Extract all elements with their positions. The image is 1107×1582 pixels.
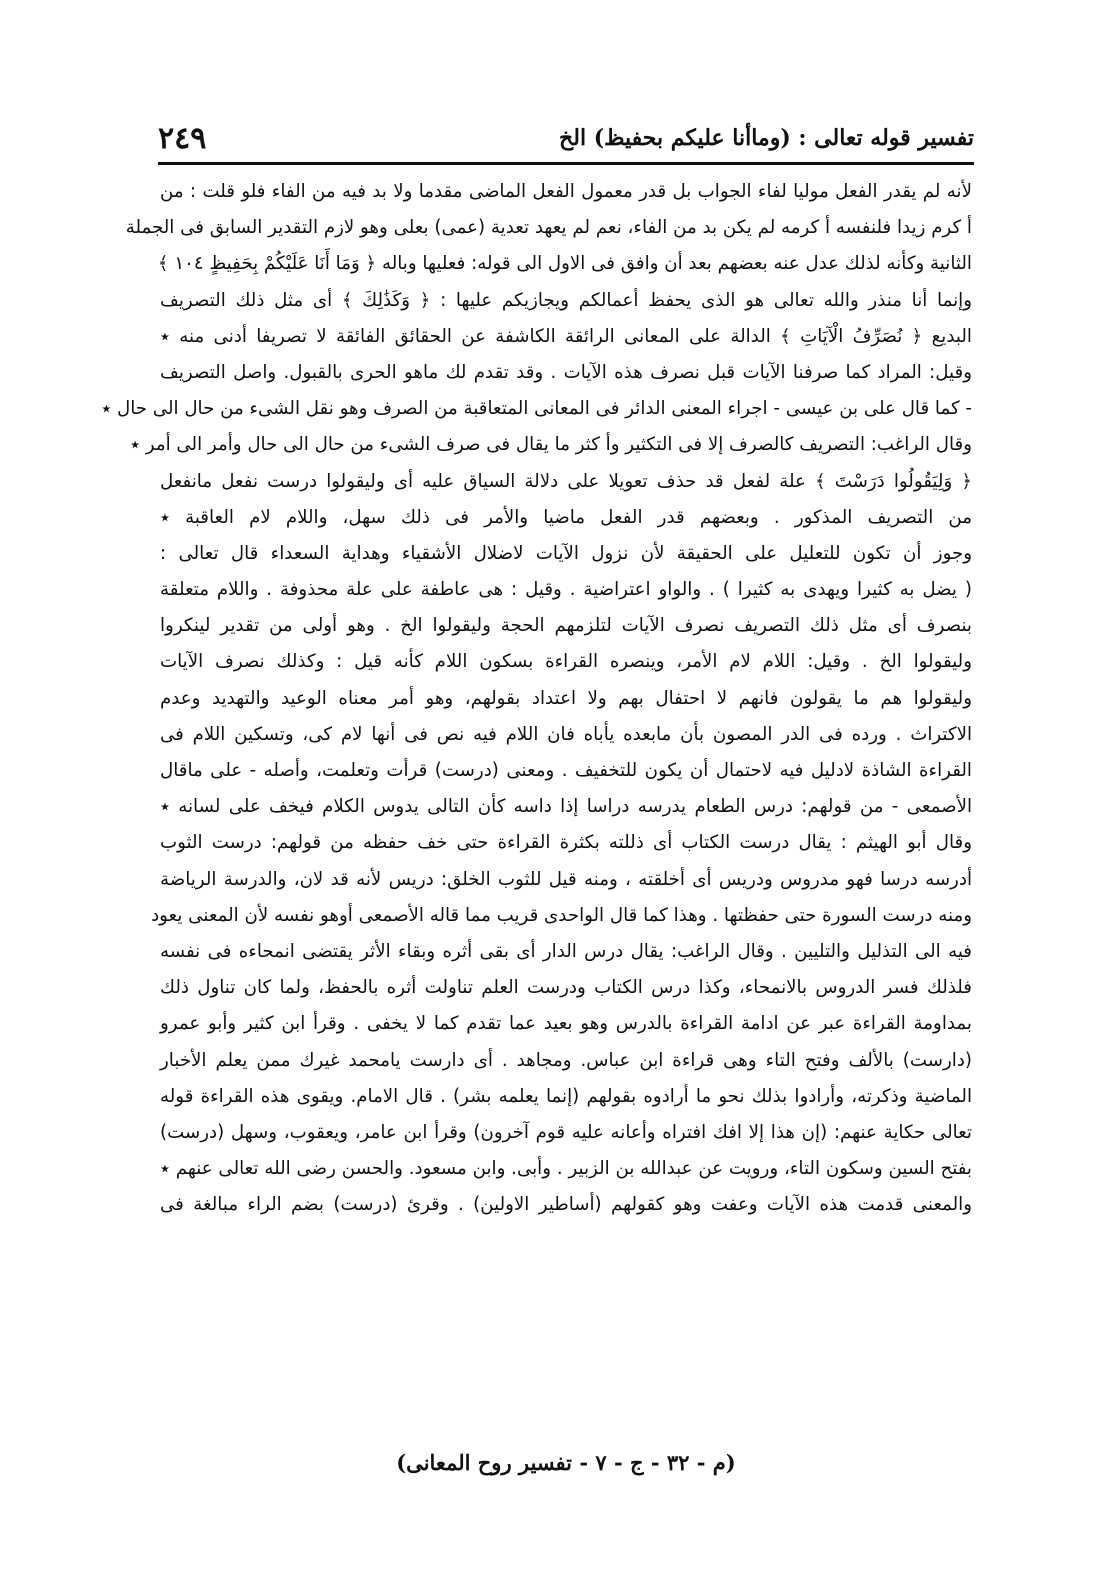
text-line: ومنه درست السورة حتى حفظتها . وهذا كما قال الواحدى قريب مما قاله الأصمعى أوهو نفسه لأن المعنى يعود xyxy=(151,904,972,926)
text-line: الأصمعى - من قولهم: درس الطعام يدرسه دراسا إذا داسه كأن التالى يدوس الكلام فيخف على لسانه ٭ xyxy=(160,796,972,818)
text-line: ( يضل به كثيرا ويهدى به كثيرا ) . والواو اعتراضية . وقيل : هى عاطفة على علة محذوفة . واللام متعلقة xyxy=(160,579,972,601)
text-line: - كما قال على بن عيسى - اجراء المعنى الدائر فى المعانى المتعاقبة من الصرف وهو نقل الشىء من حال الى حال ٭ xyxy=(101,398,972,420)
text-line: بنصرف أى مثل ذلك التصريف نصرف الآيات لتلزمهم الحجة وليقولوا الخ . وهو أولى من تقدير لينكروا xyxy=(160,615,972,637)
text-line: ﴿ وَلِيَقُولُوا دَرَسْتَ ﴾ علة لفعل قد حذف تعويلا على دلالة السياق عليه أى وليقولوا درست نفعل مانفعل xyxy=(160,470,972,492)
text-line: تعالى حكاية عنهم: (إن هذا إلا افك افتراه وأعانه عليه قوم آخرون) وقرأ ابن عامر، ويعقوب، وسهل (درست) xyxy=(160,1121,972,1143)
header-rule xyxy=(158,162,974,165)
text-line: الاكتراث . ورده فى الدر المصون بأن مابعده يأباه فان اللام فيه نص فى أنها لام كى، وتسكين اللام فى xyxy=(160,723,972,745)
text-line: والمعنى قدمت هذه الآيات وعفت وهو كقولهم (أساطير الاولين) . وقرئ (درست) بضم الراء مبالغة فى xyxy=(160,1194,972,1216)
text-line: فلذلك فسر الدروس بالانمحاء، وكذا درس الكتاب ودرست العلم تناولت أثره بالحفظ، ولما كان تناول ذلك xyxy=(160,977,972,999)
text-line: وقيل: المراد كما صرفنا الآيات قبل نصرف هذه الآيات . وقد تقدم لك ماهو الحرى بالقبول. واصل التصريف xyxy=(160,361,972,383)
text-line: الثانية وكأنه لذلك عدل عنه بعضهم بعد أن وافق فى الاول الى قوله: فعليها وباله ﴿ وَمَا أَنَا عَلَيْكُمْ بِحَفِيظٍ ١٠٤ ﴾ xyxy=(157,253,972,275)
text-line: وليقولوا الخ . وقيل: اللام لام الأمر، وينصره القراءة بسكون اللام كأنه قيل : وكذلك نصرف الآيات xyxy=(160,651,972,673)
page-header xyxy=(158,118,974,158)
text-line: وإنما أنا منذر والله تعالى هو الذى يحفظ أعمالكم ويجازيكم عليها : ﴿ وَكَذَٰلِكَ ﴾ أى مثل ذلك التصريف xyxy=(160,289,972,311)
text-line: بمداومة القراءة عبر عن ادامة القراءة بالدرس وهو بعيد عما تقدم كما لا يخفى . وقرأ ابن كثير وأبو عمرو xyxy=(160,1013,972,1035)
text-line: (دارست) بالألف وفتح التاء وهى قراءة ابن عباس. ومجاهد . أى دارست يامحمد غيرك ممن يعلم الأخبار xyxy=(160,1049,972,1071)
text-line: البديع ﴿ نُصَرِّفُ الْآيَاتِ ﴾ الدالة على المعانى الرائقة الكاشفة عن الحقائق الفائقة لا تصريفا أدنى منه ٭ xyxy=(160,325,972,347)
text-line: وقال أبو الهيثم : يقال درست الكتاب أى ذللته بكثرة القراءة حتى خف حفظه من قولهم: درست الثوب xyxy=(160,832,972,854)
text-line: أدرسه درسا فهو مدروس ودريس أى أخلقته ، ومنه قيل للثوب الخلق: دريس لأنه قد لان، والدرسة الرياضة xyxy=(160,868,972,890)
text-line: وليقولوا هم ما يقولون فانهم لا احتفال بهم ولا اعتداد بقولهم، وهو أمر معناه الوعيد والتهديد وعدم xyxy=(160,687,972,709)
text-line: أ كرم زيدا فلنفسه أ كرمه لم يكن بد من الفاء، نعم لم يعهد تعدية (عمى) بعلى وهو لازم التقدير السابق فى الجملة xyxy=(125,217,972,239)
text-line: بفتح السين وسكون التاء، ورويت عن عبدالله بن الزبير . وأبى. وابن مسعود. والحسن رضى الله تعالى عنهم ٭ xyxy=(160,1158,972,1180)
text-line: وقال الراغب: التصريف كالصرف إلا فى التكثير وأ كثر ما يقال فى صرف الشىء من حال الى حال وأمر الى أمر ٭ xyxy=(130,434,972,456)
text-line: من التصريف المذكور . وبعضهم قدر الفعل ماضيا والأمر فى ذلك سهل، واللام لام العاقبة ٭ xyxy=(160,506,972,528)
text-line: فيه الى التذليل والتليين . وقال الراغب: يقال درس الدار أى بقى أثره وبقاء الأثر يقتضى انمحاءه فى نفسه xyxy=(160,940,972,962)
running-head: تفسير قوله تعالى : (وماأنا عليكم بحفيظ) الخ xyxy=(559,125,974,151)
text-line: الماضية وذكرته، وأرادوا بذلك نحو ما أرادوه بقولهم (إنما يعلمه بشر) . قال الامام. ويقوى هذه القراءة قوله xyxy=(160,1085,972,1107)
text-line: وجوز أن تكون للتعليل على الحقيقة لأن نزول الآيات لاضلال الأشقياء وهداية السعداء قال تعالى : xyxy=(160,542,972,564)
footer-signature: (م - ٣٢ - ج - ٧ - تفسير روح المعانى) xyxy=(396,1450,736,1475)
body-text xyxy=(101,174,972,1223)
text-line: لأنه لم يقدر الفعل موليا لفاء الجواب بل قدر معمول الفعل الماضى مقدما ولا بد فيه من الفاء فلو قلت : من xyxy=(160,181,972,202)
page-number: ٢٤٩ xyxy=(158,120,207,156)
text-line: القراءة الشاذة لادليل فيه لاحتمال أن يكون للتخفيف . ومعنى (درست) قرأت وتعلمت، وأصله - على ماقال xyxy=(160,760,972,781)
